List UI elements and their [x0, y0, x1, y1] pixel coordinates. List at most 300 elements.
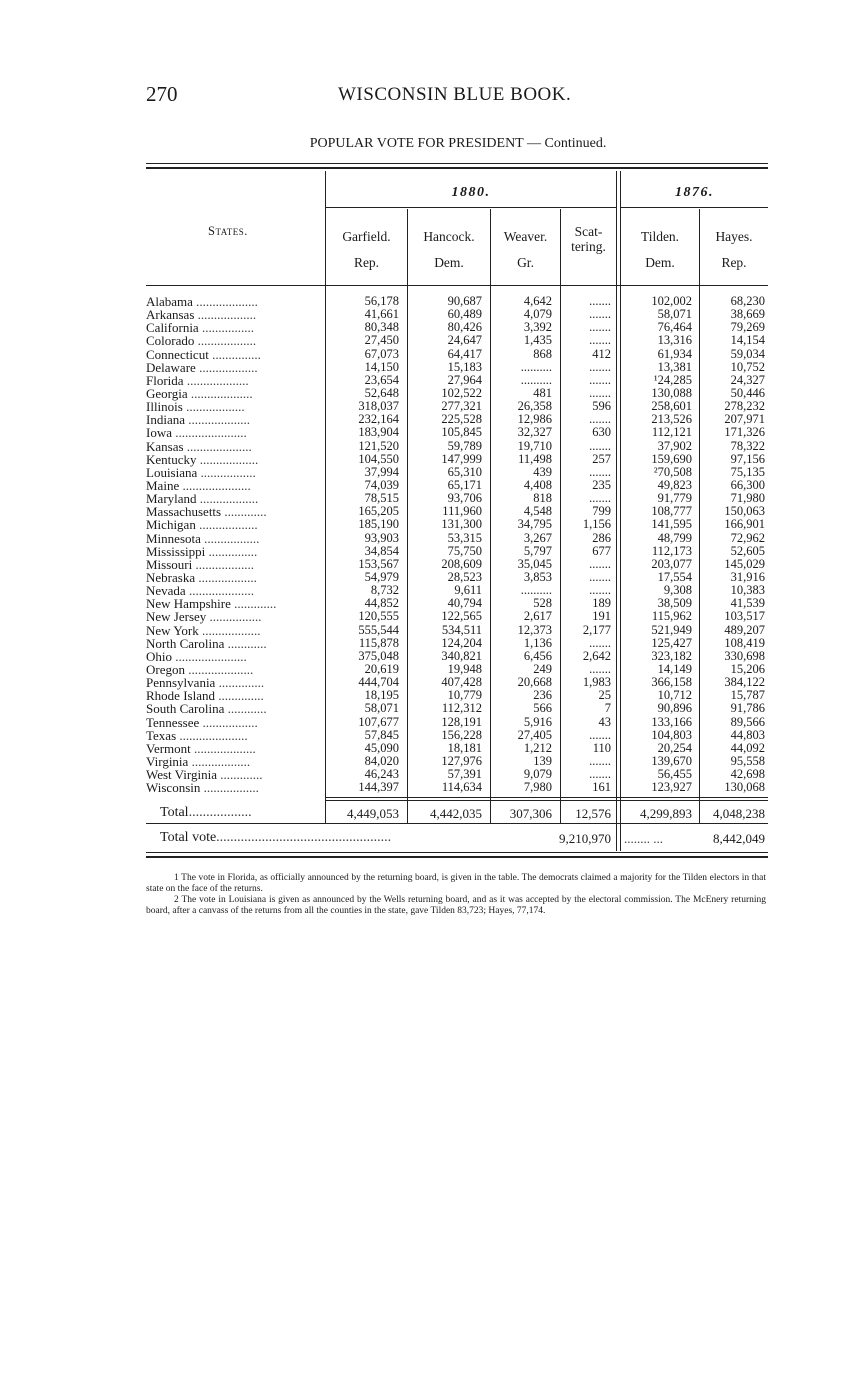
vote-cell: 44,803	[730, 727, 765, 742]
vote-cell: 78,515	[364, 491, 399, 506]
state-name: Michigan ..................	[146, 517, 258, 533]
vote-cell: ²70,508	[653, 464, 692, 479]
vote-cell: 26,358	[517, 399, 552, 414]
vote-cell: 207,971	[724, 412, 765, 427]
vote-cell: 10,712	[657, 688, 692, 703]
vote-cell: 93,903	[364, 530, 399, 545]
vote-cell: 9,079	[523, 767, 552, 782]
vote-cell: 52,605	[730, 543, 765, 558]
state-name: Delaware ..................	[146, 359, 258, 375]
state-name: Vermont ...................	[146, 740, 256, 756]
col-head-garfield	[326, 224, 407, 276]
vote-cell: ..........	[520, 372, 552, 387]
vote-cell: 38,509	[657, 596, 692, 611]
total-vote-1880: 9,210,970	[559, 831, 611, 846]
vote-cell: 818	[533, 491, 552, 506]
vote-cell: 130,068	[724, 780, 765, 795]
state-name: Tennessee .................	[146, 714, 258, 730]
vote-cell: 8,732	[370, 583, 399, 598]
hancock-column	[408, 295, 482, 794]
state-name: Maine .....................	[146, 477, 251, 493]
state-name: Iowa ......................	[146, 425, 247, 441]
vote-cell: .......	[589, 372, 611, 387]
vote-cell: 90,896	[657, 701, 692, 716]
vote-cell: 34,795	[517, 517, 552, 532]
total-hancock: 4,442,035	[430, 806, 482, 821]
vote-cell: 124,204	[441, 635, 482, 650]
vote-cell: 1,156	[582, 517, 611, 532]
states-header: States.	[208, 224, 248, 238]
vote-cell: 27,450	[364, 333, 399, 348]
total-label: Total..................	[160, 805, 252, 820]
vote-cell: 2,617	[523, 609, 552, 624]
state-name: Louisiana .................	[146, 464, 256, 480]
vote-cell: 407,428	[441, 675, 482, 690]
book-title: WISCONSIN BLUE BOOK.	[338, 84, 572, 105]
state-name: West Virginia .............	[146, 767, 263, 783]
vote-cell: 521,949	[651, 622, 692, 637]
vote-cell: 159,690	[651, 451, 692, 466]
vote-cell: 1,136	[523, 635, 552, 650]
vote-cell: 3,267	[523, 530, 552, 545]
total-rule-bottom	[146, 823, 768, 824]
state-name: Oregon ....................	[146, 661, 254, 677]
vote-cell: 3,853	[523, 569, 552, 584]
vote-cell: .......	[589, 635, 611, 650]
year-rule-1876	[621, 207, 768, 208]
vote-cell: 61,934	[657, 346, 692, 361]
vote-cell: 18,181	[447, 740, 482, 755]
footnotes	[146, 873, 766, 917]
vote-cell: 104,803	[651, 727, 692, 742]
vote-cell: 144,397	[358, 780, 399, 795]
vote-cell: 153,567	[358, 556, 399, 571]
vote-cell: 677	[592, 543, 611, 558]
vote-cell: 10,752	[730, 359, 765, 374]
vote-cell: 107,677	[358, 714, 399, 729]
vote-cell: 108,419	[724, 635, 765, 650]
vote-cell: 112,173	[651, 543, 692, 558]
party-name: Rep.	[721, 255, 747, 270]
state-name: Georgia ...................	[146, 385, 253, 401]
col-head-tilden	[621, 224, 699, 276]
vote-cell: .......	[589, 359, 611, 374]
vote-cell: 12,986	[517, 412, 552, 427]
vote-cell: 125,427	[651, 635, 692, 650]
vote-cell: 25	[598, 688, 611, 703]
vote-cell: 120,555	[358, 609, 399, 624]
candidate-name: Scat-	[574, 224, 603, 239]
candidate-name: Hancock.	[423, 229, 475, 244]
vote-cell: 15,787	[730, 688, 765, 703]
state-name: New Jersey ................	[146, 609, 262, 625]
vote-cell: 1,983	[582, 675, 611, 690]
state-name: Minnesota .................	[146, 530, 260, 546]
vote-cell: 110	[592, 740, 611, 755]
vote-cell: 43	[598, 714, 611, 729]
vote-cell: 139,670	[651, 753, 692, 768]
vote-cell: 102,002	[651, 294, 692, 308]
vote-cell: 596	[592, 399, 611, 414]
vote-cell: 40,794	[447, 596, 482, 611]
vote-cell: 27,405	[517, 727, 552, 742]
vote-cell: 257	[592, 451, 611, 466]
vote-cell: 189	[592, 596, 611, 611]
vote-cell: 191	[592, 609, 611, 624]
vote-cell: 79,269	[730, 320, 765, 335]
col-head-hancock	[408, 224, 490, 276]
vote-cell: 4,408	[523, 477, 552, 492]
vote-cell: 35,045	[517, 556, 552, 571]
vote-cell: 71,980	[730, 491, 765, 506]
candidate-name: Weaver.	[503, 229, 548, 244]
vote-cell: 97,156	[730, 451, 765, 466]
total-tilden: 4,299,893	[640, 806, 692, 821]
vote-cell: 534,511	[441, 622, 482, 637]
vote-cell: 166,901	[724, 517, 765, 532]
vote-cell: 56,178	[364, 294, 399, 308]
states-list	[146, 295, 276, 794]
vote-cell: 1,212	[523, 740, 552, 755]
col-head-scattering	[561, 224, 616, 254]
vote-cell: 258,601	[651, 399, 692, 414]
vote-cell: 46,243	[364, 767, 399, 782]
vote-cell: 49,823	[657, 477, 692, 492]
vote-cell: 27,964	[447, 372, 482, 387]
vote-cell: 78,322	[730, 438, 765, 453]
vote-cell: 115,878	[358, 635, 399, 650]
vote-cell: 115,962	[651, 609, 692, 624]
state-name: Nevada ....................	[146, 583, 254, 599]
vote-cell: 105,845	[441, 425, 482, 440]
vote-cell: 318,037	[358, 399, 399, 414]
vote-cell: 208,609	[441, 556, 482, 571]
vote-cell: 17,554	[657, 569, 692, 584]
vote-cell: 89,566	[730, 714, 765, 729]
vote-cell: 19,948	[447, 661, 482, 676]
col-head-hayes	[700, 224, 768, 276]
state-name: Ohio ......................	[146, 648, 247, 664]
vote-cell: 145,029	[724, 556, 765, 571]
total-hayes: 4,048,238	[713, 806, 765, 821]
state-name: New York ..................	[146, 622, 261, 638]
vote-cell: 74,039	[364, 477, 399, 492]
scattering-column	[561, 295, 611, 794]
vote-cell: .......	[589, 569, 611, 584]
vote-cell: 75,750	[447, 543, 482, 558]
vote-cell: 103,517	[724, 609, 765, 624]
vote-cell: 7,980	[523, 780, 552, 795]
vote-cell: 57,391	[447, 767, 482, 782]
vote-cell: ..........	[520, 583, 552, 598]
state-name: Maryland ..................	[146, 491, 259, 507]
vote-cell: 32,327	[517, 425, 552, 440]
vote-cell: 111,960	[442, 504, 482, 519]
vote-cell: 57,845	[364, 727, 399, 742]
vote-cell: 52,648	[364, 385, 399, 400]
vote-cell: 203,077	[651, 556, 692, 571]
vote-cell: 630	[592, 425, 611, 440]
state-name: California ................	[146, 320, 254, 336]
vote-cell: .......	[589, 385, 611, 400]
party-name: Dem.	[434, 255, 464, 270]
vote-cell: 13,381	[657, 359, 692, 374]
vote-cell: 5,916	[523, 714, 552, 729]
vote-cell: 2,177	[582, 622, 611, 637]
vote-cell: .......	[589, 727, 611, 742]
vote-cell: 123,927	[651, 780, 692, 795]
vote-cell: 340,821	[441, 648, 482, 663]
state-name: South Carolina ............	[146, 701, 267, 717]
vote-cell: 2,642	[582, 648, 611, 663]
vote-cell: 139	[533, 753, 552, 768]
vote-cell: 114,634	[441, 780, 482, 795]
vote-cell: 15,183	[447, 359, 482, 374]
vote-cell: 58,071	[364, 701, 399, 716]
state-name: Colorado ..................	[146, 333, 257, 349]
party-name: Dem.	[645, 255, 675, 270]
vote-cell: 185,190	[358, 517, 399, 532]
vote-cell: .......	[589, 491, 611, 506]
state-name: Pennsylvania ..............	[146, 675, 265, 691]
vote-cell: 868	[533, 346, 552, 361]
candidate-name-cont: tering.	[571, 239, 606, 254]
vote-cell: 42,698	[730, 767, 765, 782]
vote-cell: 90,687	[447, 294, 482, 308]
vote-cell: 28,523	[447, 569, 482, 584]
vote-cell: 112,121	[651, 425, 692, 440]
top-rule-thick	[146, 167, 768, 169]
bottom-rule-thick	[146, 856, 768, 858]
vote-cell: .......	[589, 464, 611, 479]
vote-cell: 131,300	[441, 517, 482, 532]
state-name: Alabama ...................	[146, 294, 258, 309]
vote-cell: 24,327	[730, 372, 765, 387]
vote-cell: 481	[533, 385, 552, 400]
vote-cell: 37,994	[364, 464, 399, 479]
vote-cell: 56,455	[657, 767, 692, 782]
vote-cell: .......	[589, 661, 611, 676]
footnote-1: 1 The vote in Florida, as officially announced by the returning board, is given in the table. The democrats claimed a majority for the Tilden electors in that state on the face of the returns.	[146, 873, 766, 894]
vote-cell: 323,182	[651, 648, 692, 663]
vote-cell: 60,489	[447, 307, 482, 322]
state-name: Rhode Island ..............	[146, 688, 264, 704]
vote-cell: 150,063	[724, 504, 765, 519]
vote-cell: 130,088	[651, 385, 692, 400]
vote-cell: 104,550	[358, 451, 399, 466]
state-name: Kentucky ..................	[146, 451, 259, 467]
year-1880: 1880.	[451, 185, 491, 200]
vote-cell: 13,316	[657, 333, 692, 348]
vote-cell: 366,158	[651, 675, 692, 690]
vote-cell: 232,164	[358, 412, 399, 427]
vote-cell: 6,456	[523, 648, 552, 663]
vote-cell: 14,154	[730, 333, 765, 348]
year-1876: 1876.	[675, 185, 714, 200]
state-name: Florida ...................	[146, 372, 249, 388]
vote-cell: 112,312	[441, 701, 482, 716]
state-name: North Carolina ............	[146, 635, 267, 651]
vote-cell: 58,071	[657, 307, 692, 322]
tilden-column	[621, 295, 692, 794]
vote-cell: 249	[533, 661, 552, 676]
vote-cell: 286	[592, 530, 611, 545]
vote-cell: 14,150	[364, 359, 399, 374]
hayes-column	[700, 295, 765, 794]
vote-cell: 121,520	[358, 438, 399, 453]
vote-cell: 127,976	[441, 753, 482, 768]
vote-cell: .......	[589, 294, 611, 308]
vote-cell: 44,852	[364, 596, 399, 611]
vote-cell: 80,348	[364, 320, 399, 335]
leader-dots: ........ ...	[624, 831, 663, 846]
vote-cell: 76,464	[657, 320, 692, 335]
vote-cell: 67,073	[364, 346, 399, 361]
vote-cell: 1,435	[523, 333, 552, 348]
total-scattering: 12,576	[575, 806, 611, 821]
vote-cell: 95,558	[730, 753, 765, 768]
vote-cell: 375,048	[358, 648, 399, 663]
vote-cell: 102,522	[441, 385, 482, 400]
vote-cell: 156,228	[441, 727, 482, 742]
vote-cell: .......	[589, 320, 611, 335]
state-name: Missouri ..................	[146, 556, 254, 572]
state-name: New Hampshire .............	[146, 596, 277, 612]
vote-cell: 141,595	[651, 517, 692, 532]
top-rule	[146, 163, 768, 164]
vote-cell: 24,647	[447, 333, 482, 348]
vote-cell: 38,669	[730, 307, 765, 322]
page-number: 270	[146, 82, 178, 106]
party-name: Rep.	[353, 255, 380, 270]
vote-cell: 23,654	[364, 372, 399, 387]
vote-cell: 799	[592, 504, 611, 519]
vote-cell: .......	[589, 412, 611, 427]
vote-cell: 183,904	[358, 425, 399, 440]
vote-cell: 66,300	[730, 477, 765, 492]
state-name: Indiana ...................	[146, 412, 250, 428]
column-divider	[616, 171, 617, 851]
vote-cell: 566	[533, 701, 552, 716]
vote-cell: ..........	[520, 359, 552, 374]
vote-cell: 384,122	[724, 675, 765, 690]
vote-cell: 330,698	[724, 648, 765, 663]
candidate-name: Garfield.	[342, 229, 391, 244]
vote-cell: 213,526	[651, 412, 692, 427]
state-name: Wisconsin .................	[146, 780, 259, 796]
vote-cell: 18,195	[364, 688, 399, 703]
vote-cell: 528	[533, 596, 552, 611]
vote-cell: 50,446	[730, 385, 765, 400]
vote-cell: 122,565	[441, 609, 482, 624]
total-rule-top	[326, 797, 768, 798]
vote-cell: 9,611	[454, 583, 482, 598]
vote-cell: 53,315	[447, 530, 482, 545]
vote-cell: 3,392	[523, 320, 552, 335]
vote-cell: 236	[533, 688, 552, 703]
total-rule-top-2	[326, 800, 768, 801]
vote-cell: .......	[589, 438, 611, 453]
vote-cell: 20,619	[364, 661, 399, 676]
vote-cell: 20,668	[517, 675, 552, 690]
state-name: Mississippi ...............	[146, 543, 258, 559]
vote-cell: 4,642	[523, 294, 552, 308]
vote-cell: 59,034	[730, 346, 765, 361]
total-vote-1876: 8,442,049	[713, 831, 765, 846]
vote-cell: 4,079	[523, 307, 552, 322]
vote-cell: 20,254	[657, 740, 692, 755]
vote-cell: 44,092	[730, 740, 765, 755]
col-head-weaver	[491, 224, 560, 276]
bottom-rule	[146, 852, 768, 853]
vote-cell: 34,854	[364, 543, 399, 558]
state-name: Connecticut ...............	[146, 346, 261, 362]
vote-cell: 9,308	[663, 583, 692, 598]
vote-cell: 225,528	[441, 412, 482, 427]
total-weaver: 307,306	[509, 806, 552, 821]
vote-cell: 65,171	[447, 477, 482, 492]
state-name: Texas .....................	[146, 727, 248, 743]
total-garfield: 4,449,053	[347, 806, 399, 821]
vote-cell: 165,205	[358, 504, 399, 519]
vote-cell: 68,230	[730, 294, 765, 308]
vote-cell: 11,498	[518, 451, 552, 466]
footnote-2: 2 The vote in Louisiana is given as announced by the Wells returning board, and as it was accepted by the electoral commission. The McEnery returning board, after a canvass of the returns from all the counties in the state, gave Tilden 83,723; Hayes, 77,174.	[146, 895, 766, 916]
total-vote-label: Total vote..................................................	[160, 830, 392, 845]
state-name: Arkansas ..................	[146, 307, 257, 323]
state-name: Illinois ..................	[146, 399, 245, 415]
garfield-column	[326, 295, 399, 794]
vote-cell: .......	[589, 307, 611, 322]
state-name: Kansas ....................	[146, 438, 252, 454]
header-rule	[146, 285, 768, 286]
candidate-name: Hayes.	[715, 229, 753, 244]
vote-cell: 10,383	[730, 583, 765, 598]
vote-cell: ¹24,285	[653, 372, 692, 387]
vote-cell: 4,548	[523, 504, 552, 519]
vote-cell: .......	[589, 583, 611, 598]
table-title: POPULAR VOTE FOR PRESIDENT — Continued.	[309, 136, 607, 151]
vote-cell: 15,206	[730, 661, 765, 676]
vote-cell: 444,704	[358, 675, 399, 690]
vote-cell: 37,902	[657, 438, 692, 453]
vote-cell: .......	[589, 333, 611, 348]
vote-cell: 64,417	[447, 346, 482, 361]
vote-cell: 412	[592, 346, 611, 361]
vote-cell: 80,426	[447, 320, 482, 335]
vote-cell: 65,310	[447, 464, 482, 479]
vote-cell: 10,779	[447, 688, 482, 703]
vote-cell: 91,786	[730, 701, 765, 716]
vote-cell: 59,789	[447, 438, 482, 453]
vote-cell: 14,149	[657, 661, 692, 676]
vote-cell: 48,799	[657, 530, 692, 545]
vote-cell: 72,962	[730, 530, 765, 545]
vote-cell: 41,539	[730, 596, 765, 611]
vote-cell: 41,661	[364, 307, 399, 322]
vote-cell: 235	[592, 477, 611, 492]
state-name: Virginia ..................	[146, 753, 251, 769]
vote-cell: 171,326	[724, 425, 765, 440]
vote-cell: 277,321	[441, 399, 482, 414]
vote-cell: 108,777	[651, 504, 692, 519]
vote-cell: 147,999	[441, 451, 482, 466]
vote-cell: 278,232	[724, 399, 765, 414]
state-name: Nebraska ..................	[146, 569, 257, 585]
vote-cell: 75,135	[730, 464, 765, 479]
vote-cell: 161	[592, 780, 611, 795]
vote-cell: 7	[604, 701, 611, 716]
